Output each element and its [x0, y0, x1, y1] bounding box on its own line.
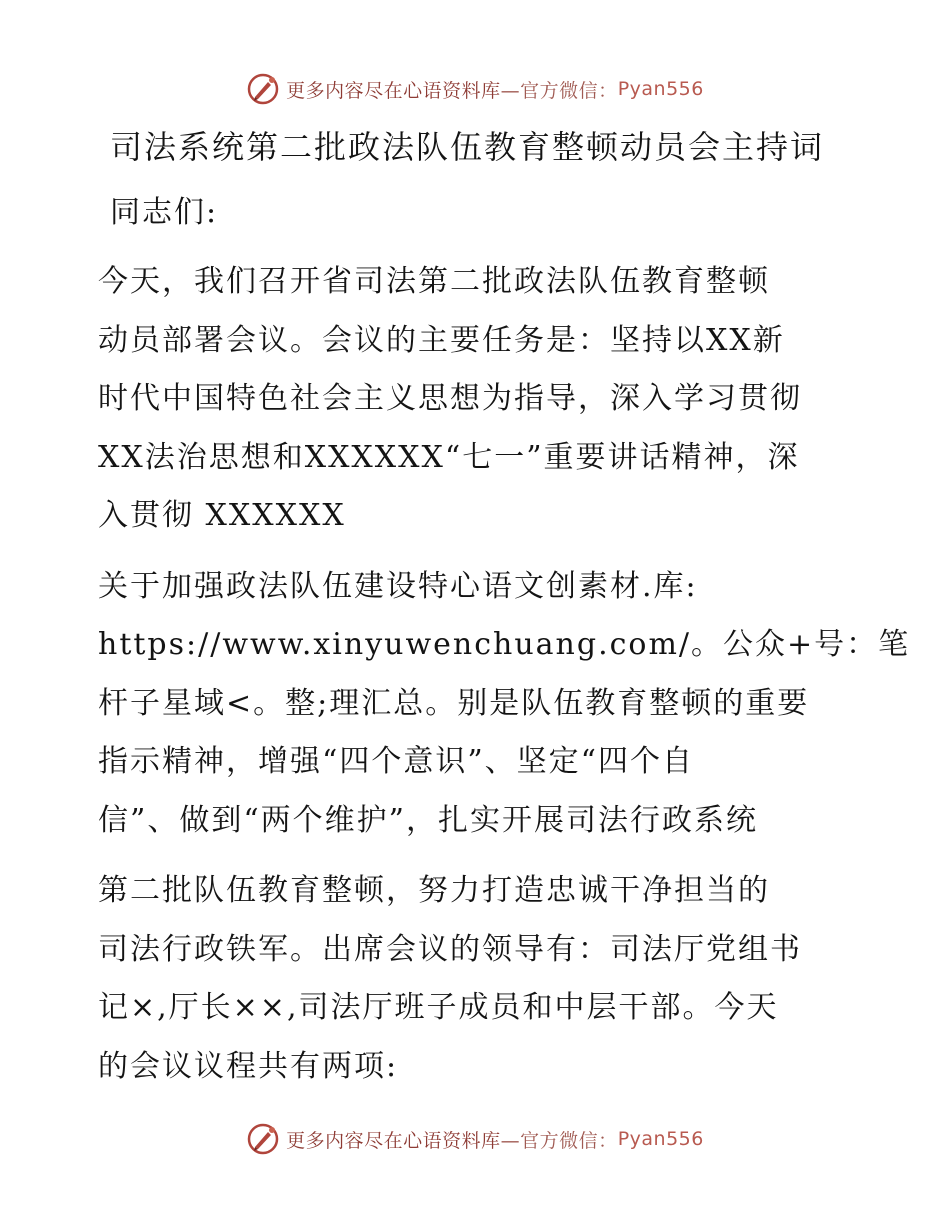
- paragraph-line: 第二批队伍教育整顿，努力打造忠诚干净担当的: [98, 873, 770, 908]
- paragraph-1: [98, 253, 858, 546]
- document-title: 司法系统第二批政法队伍教育整顿动员会主持词: [110, 128, 825, 166]
- salutation: 同志们:: [110, 194, 219, 230]
- watermark-footer: [0, 1122, 950, 1156]
- paragraph-line: 今天，我们召开省司法第二批政法队伍教育整顿: [98, 264, 770, 299]
- watermark-text: 更多内容尽在心语资料库: [286, 1129, 501, 1152]
- paragraph-line: 的会议议程共有两项:: [98, 1048, 399, 1084]
- watermark-handle: Pyan556: [617, 78, 704, 100]
- paragraph-line: 杆子星域<。整;理汇总。别是队伍教育整顿的重要: [98, 685, 810, 721]
- watermark-separator: —官方微信：: [500, 79, 618, 102]
- paragraph-line: 记×,厅长××,司法厅班子成员和中层干部。今天: [98, 990, 779, 1025]
- paragraph-line: 信”、做到“两个维护”，扎实开展司法行政系统: [98, 802, 759, 838]
- watermark-text: 更多内容尽在心语资料库: [286, 79, 501, 102]
- paragraph-line: XX法治思想和XXXXXX“七一”重要讲话精神，深: [98, 439, 800, 475]
- paragraph-3: [98, 862, 858, 1096]
- paragraph-line: 关于加强政法队伍建设特心语文创素材.库:: [98, 568, 698, 604]
- paragraph-line: https://www.xinyuwenchuang.com/。公众+号：笔: [98, 627, 911, 662]
- paragraph-line: 司法行政铁军。出席会议的领导有：司法厅党组书: [98, 931, 802, 967]
- watermark-handle: Pyan556: [617, 1128, 704, 1150]
- pen-logo-icon: [246, 72, 280, 106]
- watermark-separator: —官方微信：: [500, 1129, 618, 1152]
- pen-logo-icon: [246, 1122, 280, 1156]
- watermark-header: [0, 72, 950, 106]
- document-body: [98, 118, 911, 1108]
- paragraph-line: 时代中国特色社会主义思想为指导，深入学习贯彻: [98, 381, 802, 416]
- paragraph-line: 指示精神，增强“四个意识”、坚定“四个自: [98, 744, 695, 779]
- paragraph-line: 动员部署会议。会议的主要任务是：坚持以XX新: [98, 322, 785, 358]
- paragraph-2: [98, 558, 911, 851]
- paragraph-line: 入贯彻 XXXXXX: [98, 498, 346, 533]
